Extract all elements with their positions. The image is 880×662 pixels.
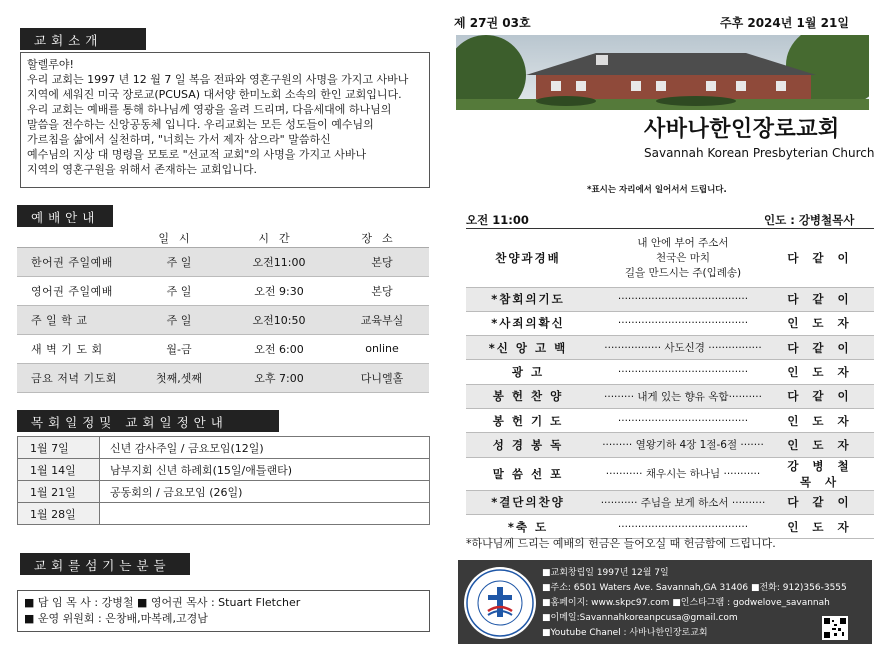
order-item-name: 광 고 bbox=[466, 360, 590, 384]
worship-row bbox=[17, 247, 429, 276]
church-name-ko: 사바나한인장로교회 bbox=[644, 117, 840, 142]
intro-line: 지역에 세워진 미국 장로교(PCUSA) 대서양 한미노회 소속의 한인 교회입니다. bbox=[27, 88, 402, 101]
schedule-row bbox=[18, 437, 430, 459]
schedule-table bbox=[17, 436, 430, 525]
intro-line: 가르침을 삶에서 실천하며, "너희는 가서 제자 삼으라" 말씀하신 bbox=[27, 133, 331, 146]
church-name-en: Savannah Korean Presbyterian Church bbox=[644, 146, 875, 160]
worship-row bbox=[17, 334, 429, 363]
order-item-content: ······································· bbox=[590, 514, 776, 538]
worship-place: 본당 bbox=[335, 247, 429, 276]
order-item-role: 인도자 bbox=[776, 408, 874, 432]
order-row bbox=[466, 336, 874, 360]
order-item-content: ··········· 채우시는 하나님 ··········· bbox=[590, 457, 776, 490]
order-item-role: 강병철목사 bbox=[776, 457, 874, 490]
worship-place: 교육부실 bbox=[335, 305, 429, 334]
worship-name: 금요 저녁 기도회 bbox=[17, 363, 135, 392]
order-item-content: ················· 사도신경 ················ bbox=[590, 336, 776, 360]
intro-line: 말씀을 전수하는 신앙공동체 입니다. 우리교회는 모든 성도들이 예수님의 bbox=[27, 118, 374, 131]
order-row bbox=[466, 384, 874, 408]
order-item-content: ········· 열왕기하 4장 1절-6절 ······· bbox=[590, 433, 776, 457]
info-email[interactable]: ■이메일:Savannahkoreanpcusa@gmail.com bbox=[542, 613, 738, 623]
schedule-date: 1월 7일 bbox=[18, 437, 100, 459]
order-item-content: ······································· bbox=[590, 408, 776, 432]
service-time: 오전 11:00 bbox=[466, 213, 529, 227]
schedule-date: 1월 21일 bbox=[18, 481, 100, 503]
intro-line: 할렐루야! bbox=[27, 58, 74, 71]
order-item-name: 성 경 봉 독 bbox=[466, 433, 590, 457]
order-item-name: *참회의기도 bbox=[466, 287, 590, 311]
worship-name: 주 일 학 교 bbox=[17, 305, 135, 334]
worship-time: 오후 7:00 bbox=[223, 363, 335, 392]
order-item-role: 다같이 bbox=[776, 229, 874, 287]
volume: 제 27권 03호 bbox=[454, 16, 531, 30]
schedule-row bbox=[18, 459, 430, 481]
schedule-header: 목회일정및 교회일정안내 bbox=[17, 410, 279, 432]
schedule-text: 신년 감사주일 / 금요모임(12일) bbox=[100, 437, 430, 459]
worship-day: 주 일 bbox=[135, 247, 223, 276]
order-row bbox=[466, 457, 874, 490]
info-founded: ■교회창립일 1997년 12월 7일 bbox=[542, 568, 669, 578]
order-item-content: ········· 내게 있는 향유 옥합·········· bbox=[590, 384, 776, 408]
order-item-name: 찬양과경배 bbox=[466, 229, 590, 287]
intro-line: 예수님의 지상 대 명령을 모토로 "선교적 교회"의 사명을 가지고 사바나 bbox=[27, 148, 367, 161]
order-row bbox=[466, 287, 874, 311]
intro-line: 우리 교회는 예배를 통해 하나님께 영광을 올려 드리며, 다음세대에 하나님의 bbox=[27, 103, 392, 116]
intro-box bbox=[20, 52, 430, 188]
info-address: ■주소: 6501 Waters Ave. Savannah,GA 31406 ■전화: 912)356-3555 bbox=[542, 583, 847, 593]
worship-row bbox=[17, 363, 429, 392]
order-table bbox=[466, 229, 874, 539]
worship-header: 예배안내 bbox=[17, 205, 113, 227]
worship-time: 오전 9:30 bbox=[223, 276, 335, 305]
worship-name: 한어권 주일예배 bbox=[17, 247, 135, 276]
order-row bbox=[466, 408, 874, 432]
schedule-row bbox=[18, 503, 430, 525]
col-day: 일시 bbox=[135, 229, 223, 247]
col-time: 시간 bbox=[223, 229, 335, 247]
order-item-role: 인도자 bbox=[776, 514, 874, 538]
order-item-role: 인도자 bbox=[776, 311, 874, 335]
order-item-role: 인도자 bbox=[776, 360, 874, 384]
order-item-content: 내 안에 부어 주소서 천국은 마치 길을 만드시는 주(입례송) bbox=[590, 229, 776, 287]
standing-note: *표시는 자리에서 일어서서 드립니다. bbox=[587, 185, 727, 195]
order-row bbox=[466, 490, 874, 514]
church-photo bbox=[456, 35, 869, 110]
schedule-text: 공동회의 / 금요모임 (26일) bbox=[100, 481, 430, 503]
servants-line: ■ 담 임 목 사 : 강병철 ■ 영어권 목사 : Stuart Fletcher bbox=[24, 596, 301, 609]
leader: 인도 : 강병철목사 bbox=[764, 213, 855, 227]
order-row bbox=[466, 433, 874, 457]
bulletin-date: 주후 2024년 1월 21일 bbox=[720, 16, 849, 30]
schedule-row bbox=[18, 481, 430, 503]
schedule-text: 남부지회 신년 하례회(15일/애틀랜타) bbox=[100, 459, 430, 481]
worship-place: online bbox=[335, 334, 429, 363]
worship-name: 새 벽 기 도 회 bbox=[17, 334, 135, 363]
worship-time: 오전11:00 bbox=[223, 247, 335, 276]
offering-note: *하나님께 드리는 예배의 헌금은 들어오실 때 헌금함에 드립니다. bbox=[466, 537, 776, 550]
order-row bbox=[466, 229, 874, 287]
order-item-content: ······································· bbox=[590, 287, 776, 311]
order-item-name: 말 씀 선 포 bbox=[466, 457, 590, 490]
servants-header: 교회를섬기는분들 bbox=[20, 553, 190, 575]
order-item-role: 다같이 bbox=[776, 384, 874, 408]
order-item-content: ······································· bbox=[590, 311, 776, 335]
worship-name: 영어권 주일예배 bbox=[17, 276, 135, 305]
church-logo bbox=[464, 567, 536, 639]
servants-box bbox=[17, 590, 430, 632]
order-item-name: *축 도 bbox=[466, 514, 590, 538]
worship-day: 주 일 bbox=[135, 276, 223, 305]
order-item-name: 봉 헌 기 도 bbox=[466, 408, 590, 432]
info-footer bbox=[458, 560, 872, 644]
intro-line: 지역의 영혼구원을 위해서 존재하는 교회입니다. bbox=[27, 163, 258, 176]
order-item-role: 다같이 bbox=[776, 490, 874, 514]
order-row bbox=[466, 311, 874, 335]
info-text bbox=[542, 566, 847, 641]
worship-row bbox=[17, 305, 429, 334]
worship-time: 오전10:50 bbox=[223, 305, 335, 334]
schedule-text bbox=[100, 503, 430, 525]
servants-line: ■ 운영 위원회 : 은창배,마복례,고경남 bbox=[24, 612, 208, 625]
order-item-name: *사죄의확신 bbox=[466, 311, 590, 335]
worship-row bbox=[17, 276, 429, 305]
order-item-role: 다같이 bbox=[776, 287, 874, 311]
worship-time: 오전 6:00 bbox=[223, 334, 335, 363]
order-item-role: 인도자 bbox=[776, 433, 874, 457]
qr-code-icon[interactable] bbox=[822, 616, 848, 640]
worship-day: 첫째,셋째 bbox=[135, 363, 223, 392]
schedule-date: 1월 28일 bbox=[18, 503, 100, 525]
worship-place: 다니엘홀 bbox=[335, 363, 429, 392]
intro-header: 교회소개 bbox=[20, 28, 146, 50]
worship-day: 월-금 bbox=[135, 334, 223, 363]
schedule-date: 1월 14일 bbox=[18, 459, 100, 481]
order-item-name: *결단의찬양 bbox=[466, 490, 590, 514]
worship-table bbox=[17, 229, 429, 393]
order-item-name: 봉 헌 찬 양 bbox=[466, 384, 590, 408]
order-row bbox=[466, 360, 874, 384]
order-item-role: 다같이 bbox=[776, 336, 874, 360]
order-item-content: ······································· bbox=[590, 360, 776, 384]
col-place: 장소 bbox=[335, 229, 429, 247]
order-item-content: ··········· 주님을 보게 하소서 ·········· bbox=[590, 490, 776, 514]
order-item-name: *신 앙 고 백 bbox=[466, 336, 590, 360]
worship-place: 본당 bbox=[335, 276, 429, 305]
info-homepage[interactable]: ■홈페이지: www.skpc97.com ■인스타그램 : godwelove_savannah bbox=[542, 598, 830, 608]
intro-line: 우리 교회는 1997 년 12 월 7 일 복음 전파와 영혼구원의 사명을 가지고 사바나 bbox=[27, 73, 409, 86]
info-youtube[interactable]: ■Youtube Chanel : 사바나한인장로교회 bbox=[542, 628, 708, 638]
worship-day: 주 일 bbox=[135, 305, 223, 334]
